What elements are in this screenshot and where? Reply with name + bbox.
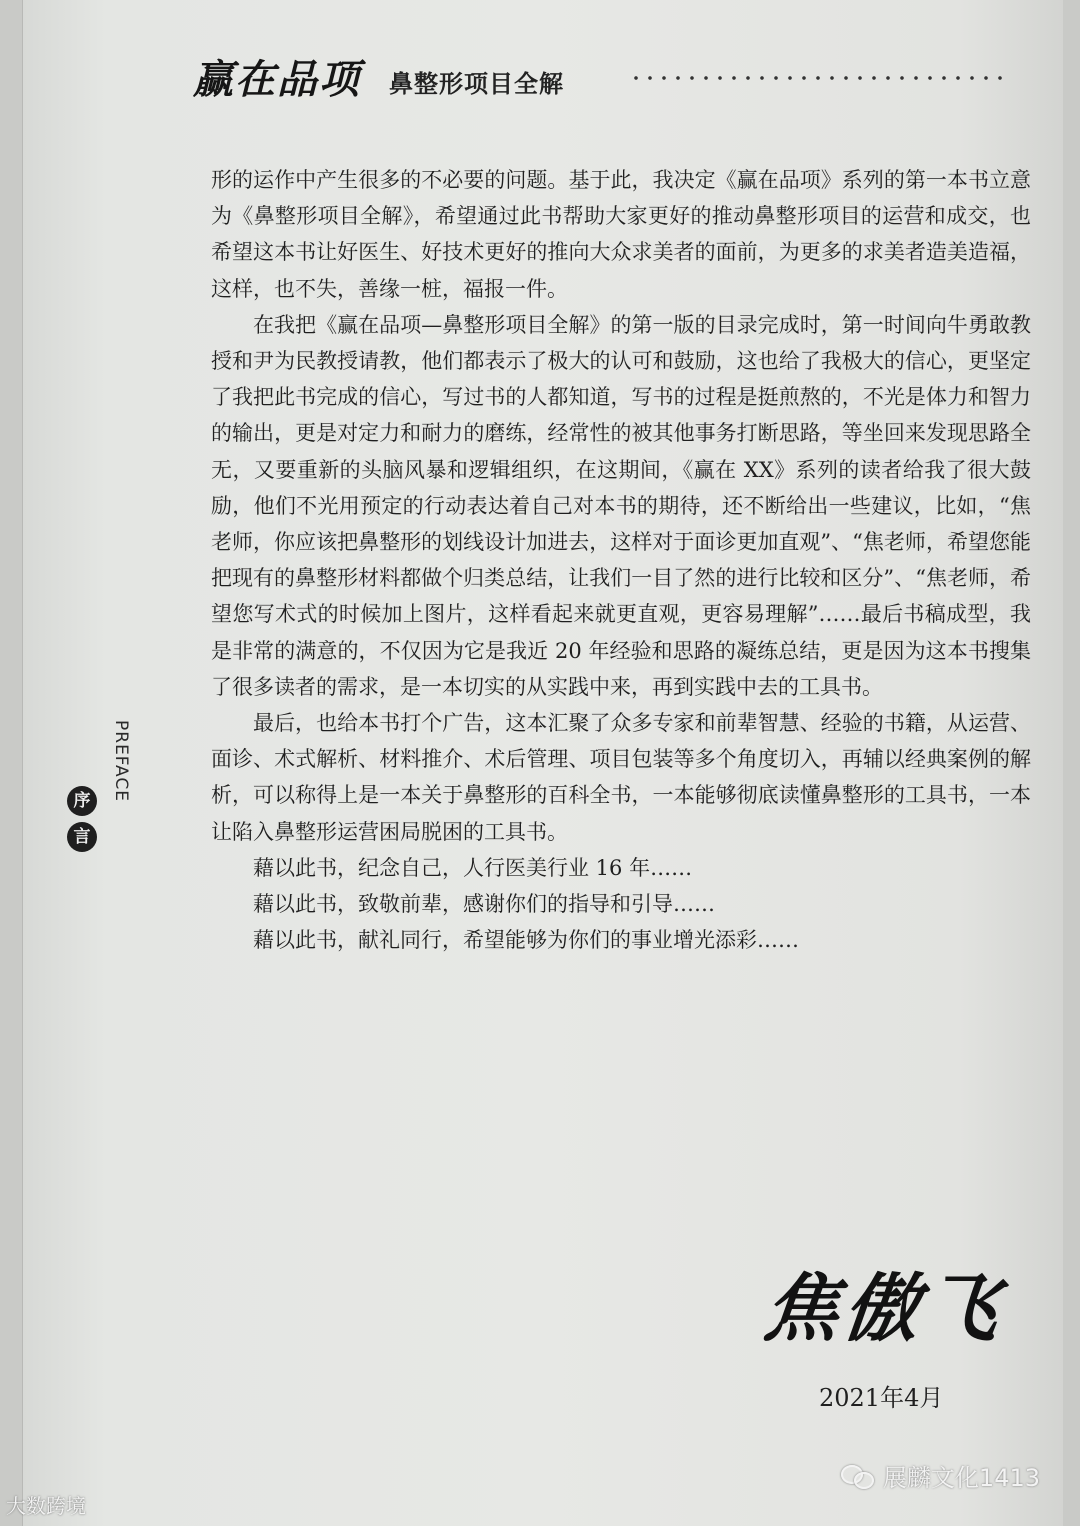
preface-body [211, 162, 1031, 958]
wechat-watermark [841, 1458, 1040, 1493]
closing-line-3: 藉以此书，献礼同行，希望能够为你们的事业增光添彩…… [253, 928, 799, 953]
paragraph-1: 形的运作中产生很多的不必要的问题。基于此，我决定《赢在品项》系列的第一本书立意为《鼻整形项目全解》，希望通过此书帮助大家更好的推动鼻整形项目的运营和成交，也希望这本书让好医生、好技术更好的推向大众求美者的面前，为更多的求美者造美造福，这样，也不失，善缘一桩，福报一件。 [211, 168, 1031, 301]
paragraph-2: 在我把《赢在品项—鼻整形项目全解》的第一版的目录完成时，第一时间向牛勇敢教授和尹为民教授请教，他们都表示了极大的认可和鼓励，这也给了我极大的信心，更坚定了我把此书完成的信心，写过书的人都知道，写书的过程是挺煎熬的，不光是体力和智力的输出，更是对定力和耐力的磨练，经常性的被其他事务打断思路，等坐回来发现思路全无，又要重新的头脑风暴和逻辑组织，在这期间，《赢在 XX》系列的读者给我了很大鼓励，他们不光用预定的行动表达着自己对本书的期待，还不断给出一些建议，比如，“焦老师，你应该把鼻整形的划线设计加进去，这样对于面诊更加直观”、“焦老师，希望您能把现有的鼻整形材料都做个归类总结，让我们一目了然的进行比较和区分”、“焦老师，希望您写术式的时候加上图片，这样看起来就更直观，更容易理解”……最后书稿成型，我是非常的满意的，不仅因为它是我近 20 年经验和思路的凝练总结，更是因为这本书搜集了很多读者的需求，是一本切实的从实践中来，再到实践中去的工具书。 [211, 312, 1031, 699]
closing-line-2: 藉以此书，致敬前辈，感谢你们的指导和引导…… [253, 892, 715, 917]
paragraph-3: 最后，也给本书打个广告，这本汇聚了众多专家和前辈智慧、经验的书籍，从运营、面诊、术式解析、材料推介、术后管理、项目包装等多个角度切入，再辅以经典案例的解析，可以称得上是一本关于鼻整形的百科全书，一本能够彻底读懂鼻整形的工具书，一本让陷入鼻整形运营困局脱困的工具书。 [211, 711, 1031, 844]
closing-line-1: 藉以此书，纪念自己，人行医美行业 16 年…… [253, 855, 693, 880]
series-brand: 赢在品项 [193, 56, 361, 103]
wechat-icon [841, 1463, 875, 1489]
preface-side-label [73, 720, 141, 847]
author-signature: 焦傲飞 [759, 1266, 1009, 1352]
preface-chinese-badge [67, 786, 97, 858]
book-page [22, 0, 1063, 1526]
watermark-text: 展麟文化1413 [882, 1464, 1040, 1492]
badge-char-2: 言 [67, 822, 97, 852]
signature-date: 2021年4月 [819, 1384, 944, 1412]
book-subtitle: 鼻整形项目全解 [389, 70, 564, 98]
preface-english-label: PREFACE [111, 720, 131, 802]
page-header [193, 48, 1023, 108]
header-dotted-rule [629, 76, 1009, 80]
badge-char-1: 序 [67, 786, 97, 816]
corner-watermark: 大数跨境 [6, 1494, 86, 1518]
